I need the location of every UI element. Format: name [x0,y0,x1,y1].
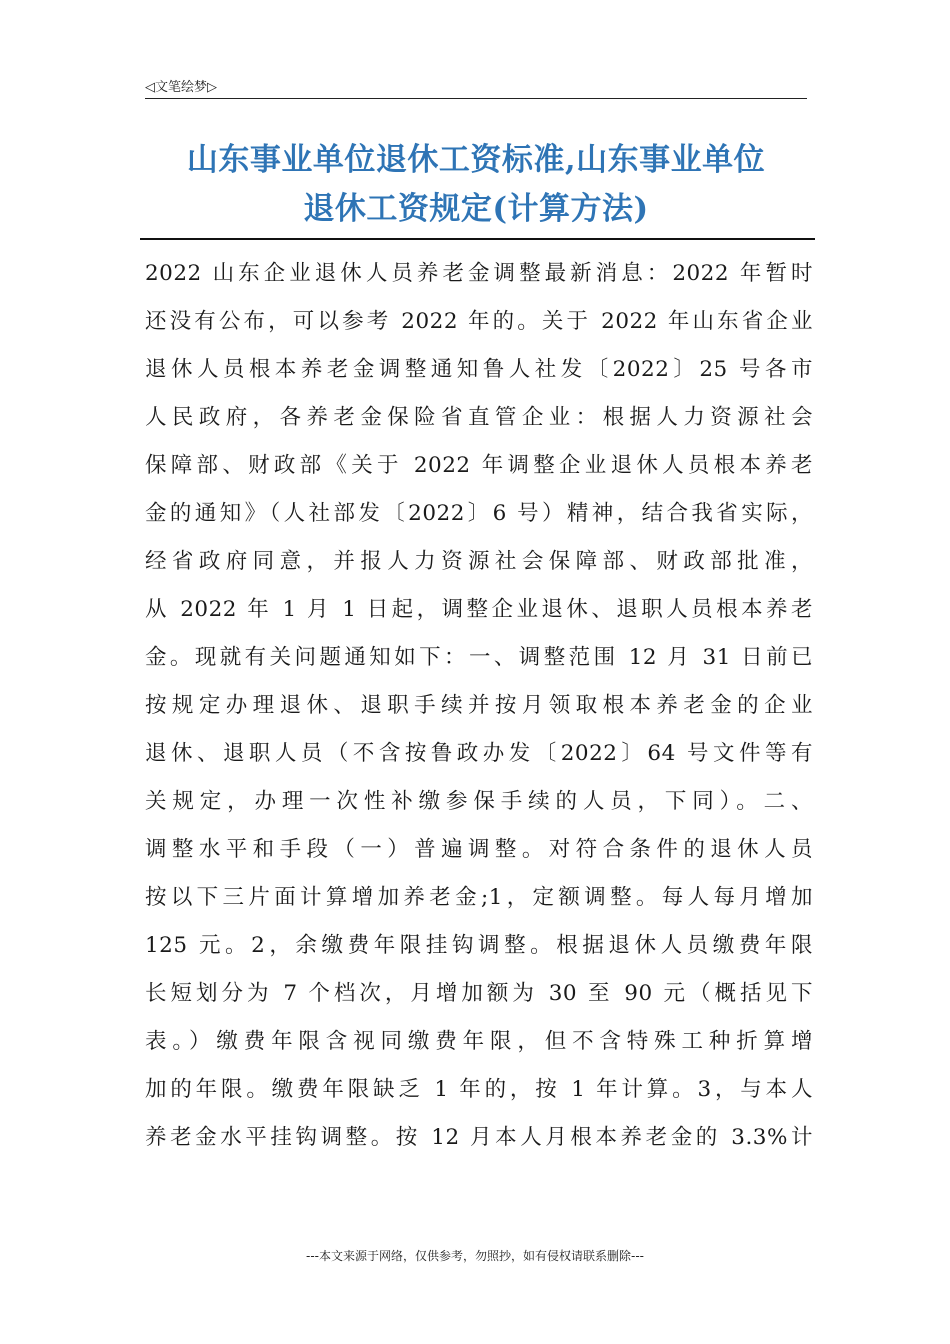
body-line: 加的年限。缴费年限缺乏 1 年的，按 1 年计算。3，与本人 [145,1077,813,1102]
body-line: 人民政府，各养老金保险省直管企业：根据人力资源社会 [145,405,813,430]
body-line: 按规定办理退休、退职手续并按月领取根本养老金的企业 [145,693,813,718]
body-line: 长短划分为 7 个档次，月增加额为 30 至 90 元（概括见下 [145,981,813,1006]
body-line: 125 元。2，余缴费年限挂钩调整。根据退休人员缴费年限 [145,933,813,958]
body-line: 从 2022 年 1 月 1 日起，调整企业退休、退职人员根本养老 [145,597,813,622]
body-line: 经省政府同意，并报人力资源社会保障部、财政部批准， [145,549,813,574]
header-brand-text: ◁文笔绘梦▷ [145,80,217,95]
body-line: 退休、退职人员（不含按鲁政办发〔2022〕64 号文件等有 [145,741,813,766]
page-header [145,72,807,99]
body-line: 退休人员根本养老金调整通知鲁人社发〔2022〕25 号各市 [145,357,813,382]
body-line: 金的通知》（人社部发〔2022〕6 号）精神，结合我省实际， [145,501,813,526]
body-line: 金。现就有关问题通知如下：一、调整范围 12 月 31 日前已 [145,645,813,670]
body-line: 按以下三片面计算增加养老金;1，定额调整。每人每月增加 [145,885,813,910]
page-footer: ---本文来源于网络，仅供参考，勿照抄，如有侵权请联系删除--- [306,1249,644,1263]
body-line: 表。）缴费年限含视同缴费年限，但不含特殊工种折算增 [145,1029,813,1054]
body-line: 保障部、财政部《关于 2022 年调整企业退休人员根本养老 [145,453,813,478]
body-line: 养老金水平挂钩调整。按 12 月本人月根本养老金的 3.3%计 [145,1125,813,1150]
body-line: 还没有公布，可以参考 2022 年的。关于 2022 年山东省企业 [145,309,813,334]
body-line: 调整水平和手段（一）普遍调整。对符合条件的退休人员 [145,837,813,862]
document-title [120,136,832,234]
title-line-1: 山东事业单位退休工资标准,山东事业单位 [186,142,766,178]
body-line: 关规定，办理一次性补缴参保手续的人员，下同）。二、 [145,789,813,814]
body-paragraph [145,250,813,1162]
body-line: 2022 山东企业退休人员养老金调整最新消息：2022 年暂时 [145,261,813,286]
title-divider [140,238,815,240]
title-line-2: 退休工资规定(计算方法) [303,191,649,227]
